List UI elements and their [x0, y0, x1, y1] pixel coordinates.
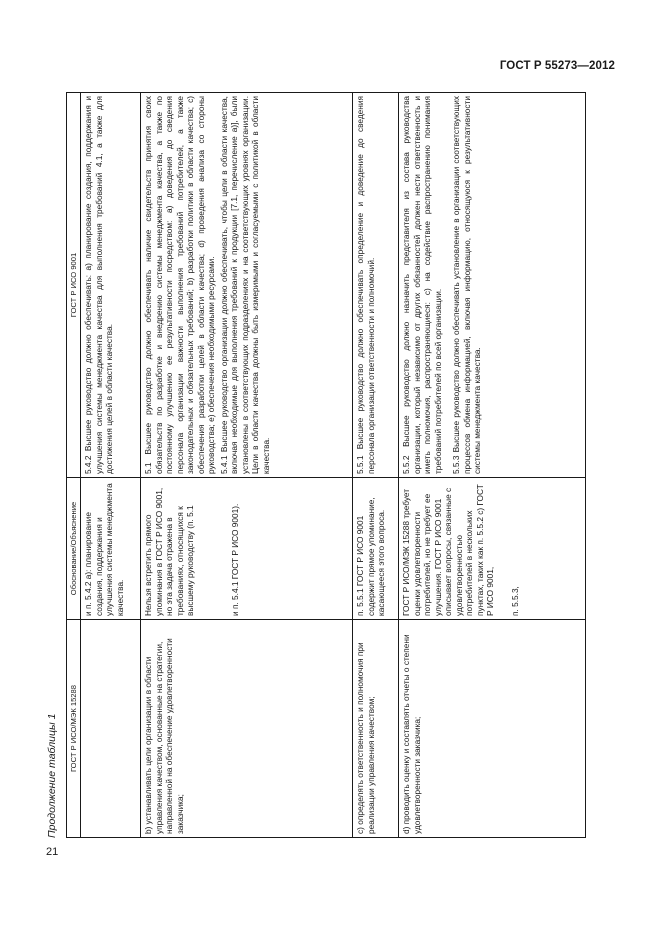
- standard-header: ГОСТ Р 55273—2012: [499, 60, 615, 72]
- cell-iso-9001: [399, 93, 586, 478]
- cell-iso-9001: 5.4.2 Высшее руководство должно обеспечивать: а) планирование создания, поддержания и улучшения системы менеджмента качества для выполнения требований 4.1, а также для достижения целей в области качества.: [81, 93, 141, 478]
- cell-rationale: п. 5.5.1 ГОСТ Р ИСО 9001 содержит прямое упоминание, касающееся этого вопроса.: [353, 478, 399, 620]
- cell-rationale: и п. 5.4.2 а): планирование создания, поддержания и улучшения системы менеджмента качества.: [81, 478, 141, 620]
- table-row: [353, 93, 399, 838]
- column-header-iso-9001: ГОСТ Р ИСО 9001: [67, 93, 81, 478]
- cell-iso-9001: 5.5.1 Высшее руководство должно обеспечивать определение и доведение до сведения персонала организации ответственности и полномочий.: [353, 93, 399, 478]
- rationale-part-2: п. 5.5.3,: [509, 586, 520, 616]
- table-header-row: [67, 93, 81, 838]
- cell-iso-15288: c) определять ответственность и полномочия при реализации управления качеством;: [353, 620, 399, 838]
- column-header-iso-15288: ГОСТ Р ИСО/МЭК 15288: [67, 620, 81, 838]
- cell-rationale: [399, 478, 586, 620]
- column-header-rationale: Обоснование/Объяснение: [67, 478, 81, 620]
- rationale-part-2: и п. 5.4.1 ГОСТ Р ИСО 9001).: [229, 503, 240, 616]
- cell-iso-15288: [81, 620, 141, 838]
- clause-5-5-3: 5.5.3 Высшее руководство должно обеспечивать установление в организации соответствующих процессов обмена информацией, включая информацию, относящуюся к результативности системы менеджмента качества.: [451, 96, 483, 474]
- clause-5-1: 5.1 Высшее руководство должно обеспечивать наличие свидетельств принятия своих обязательств по разработке и внедрению системы менеджмента качества, а также по постоянному улучшению ее результативности посредством: a) доведения до сведения персонала организации важности выполнения требований потребителей, а также законодательных и обязательных требований; b) разработки политики в области качества; c) обеспечения разработки целей в области качества; d) проведения анализа со стороны руководства; e) обеспечения необходимыми ресурсами.: [143, 96, 217, 474]
- rationale-part-1: Нельзя встретить прямого упоминания в ГОСТ Р ИСО 9001, но эта задача отражена в требованиях, относящихся к высшему руководству (п. 5.1: [143, 487, 196, 616]
- cell-rationale: [141, 478, 353, 620]
- cell-iso-15288: b) устанавливать цели организации в области управления качеством, основанные на стратегии, направленной на обеспечение удовлетворенности заказчика;: [141, 620, 353, 838]
- page-number: 21: [46, 846, 59, 858]
- cell-iso-9001: [141, 93, 353, 478]
- comparison-table: [66, 92, 586, 838]
- clause-5-4-1: 5.4.1 Высшее руководство организации должно обеспечивать, чтобы цели в области качества, включая необходимые для выполнения требований к продукции [7.1, перечисление a)], были установлены в соответствующих подразделениях и на соответствующих уровнях организации. Цели в области качества должны быть измеримыми и согласуемыми с политикой в области качества.: [218, 96, 271, 474]
- table-row: [141, 93, 353, 838]
- clause-5-5-2: 5.5.2 Высшее руководство должно назначить представителя из состава руководства организации, который независимо от других обязанностей должен нести ответственность и иметь полномочия, распространяющиеся: c) на содействие распространению понимания требований потребителей по всей организации.: [401, 96, 443, 474]
- table-row: [81, 93, 141, 838]
- rotated-table-block: [46, 93, 586, 838]
- cell-iso-15288: d) проводить оценку и составлять отчеты о степени удовлетворенности заказчика;: [399, 620, 586, 838]
- table-row: [399, 93, 586, 838]
- rationale-part-1: ГОСТ Р ИСО/МЭК 15288 требует оценки удовлетворенности потребителей, но не требует ее улучшения. ГОСТ Р ИСО 9001 описывает вопросы, связанные с удовлетворенностью потребителей в нескольких пунктах, таких как п. 5.5.2 c) ГОСТ Р ИСО 9001,: [401, 484, 496, 616]
- table-continuation-label: Продолжение таблицы 1: [46, 713, 58, 838]
